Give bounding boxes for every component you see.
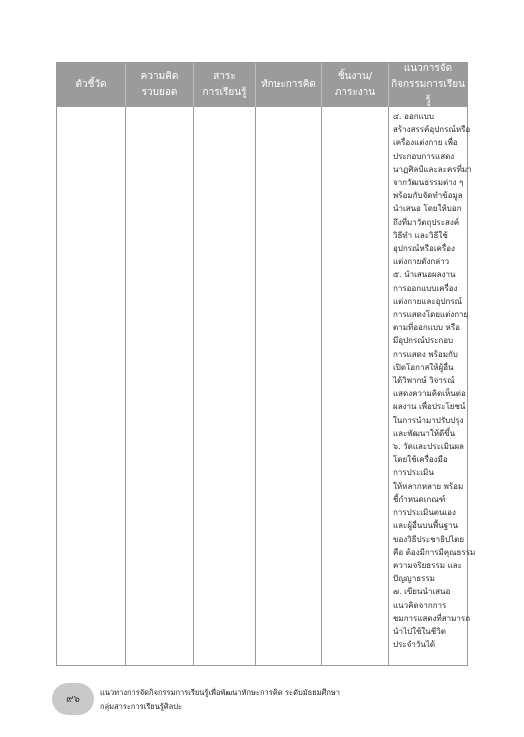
header-indicator: ตัวชี้วัด xyxy=(57,63,126,107)
header-workpiece: ชิ้นงาน/ ภาระงาน xyxy=(322,63,389,107)
page-number-badge: ๙๖ xyxy=(52,683,94,715)
activity-line: มีอุปกรณ์ประกอบ xyxy=(393,336,454,346)
activity-line: ตามที่ออกแบบ หรือ xyxy=(393,323,460,333)
activity-line: เครื่องแต่งกาย เพื่อ xyxy=(393,138,458,148)
activity-line: การประเมิน xyxy=(393,468,434,478)
footer-title: แนวทางการจัดกิจกรรมการเรียนรู้เพื่อพัฒนาทักษะการคิด ระดับมัธยมศึกษา xyxy=(100,688,341,697)
activity-line: แนวคิดจากการ xyxy=(393,600,447,610)
activity-line: การแสดง พร้อมกับ xyxy=(393,349,458,359)
header-content: สาระ การเรียนรู้ xyxy=(194,63,256,107)
activity-line: ผลงาน เพื่อประโยชน์ xyxy=(393,402,466,412)
activity-line: ปัญญาธรรม xyxy=(393,574,435,584)
cell-content xyxy=(194,107,256,665)
activity-line: คือ ต้องมีการมีคุณธรรม xyxy=(393,547,476,557)
activity-line: โดยใช้เครื่องมือ xyxy=(393,455,448,465)
activity-line: นำไปใช้ในชีวิต xyxy=(393,626,446,636)
activity-line: ความจริยธรรม และ xyxy=(393,560,462,570)
activity-line: และพัฒนาให้ดีขึ้น xyxy=(393,428,456,438)
activity-line: นาฏศิลป์และละครที่มา xyxy=(393,164,472,174)
activity-line: ในการนำมาปรับปรุง xyxy=(393,415,464,425)
table-body-row xyxy=(57,107,476,665)
activity-line: ๖. วัดและประเมินผล xyxy=(393,442,464,452)
header-thinking-skills: ทักษะการคิด xyxy=(256,63,322,107)
footer-text xyxy=(100,686,340,714)
activity-line: อุปกรณ์หรือเครื่อง xyxy=(393,244,455,254)
activity-line: การประเมินตนเอง xyxy=(393,508,456,518)
footer-subtitle: กลุ่มสาระการเรียนรู้ศิลปะ xyxy=(100,702,182,711)
activity-line: ชี้กำหนดเกณฑ์ xyxy=(393,494,446,504)
curriculum-table xyxy=(56,62,476,666)
cell-activities xyxy=(389,107,476,665)
activity-line: ของวิธีประชาธิปไตย xyxy=(393,534,465,544)
activity-line: แต่งกายดังกล่าว xyxy=(393,257,450,267)
activity-line: ๗. เขียนนำเสนอ xyxy=(393,587,451,597)
activity-line: วิธีทำ และวิธีใช้ xyxy=(393,230,448,240)
activity-line: การออกแบบเครื่อง xyxy=(393,283,458,293)
activity-line: การแสดงโดยแต่งกาย xyxy=(393,310,469,320)
cell-indicator xyxy=(57,107,126,665)
activity-line: ประกอบการแสดง xyxy=(393,151,455,161)
header-activities: แนวการจัด กิจกรรมการเรียนรู้ xyxy=(391,63,465,106)
cell-workpiece xyxy=(322,107,389,665)
activity-line: นำเสนอ โดยให้บอก xyxy=(393,204,462,214)
cell-thinking-skills xyxy=(256,107,322,665)
activity-line: และผู้อื่นบนพื้นฐาน xyxy=(393,521,458,531)
activity-line: ให้หลากหลาย พร้อม xyxy=(393,481,464,491)
activity-line: สร้างสรรค์อุปกรณ์หรือ xyxy=(393,125,471,135)
activity-line: จากวัฒนธรรมต่าง ๆ xyxy=(393,178,464,188)
activity-line: ๔. ออกแบบ xyxy=(393,112,434,121)
activity-line: ชมการแสดงที่สามารถ xyxy=(393,613,471,623)
activity-line: ประจำวันได้ xyxy=(393,640,436,650)
activity-line: ได้วิพากษ์ วิจารณ์ xyxy=(393,376,455,386)
header-concept: ความคิด รวบยอด xyxy=(126,63,194,107)
activity-line: แต่งกายและอุปกรณ์ xyxy=(393,296,463,306)
activity-line: แสดงความคิดเห็นต่อ xyxy=(393,389,466,399)
table-header-row xyxy=(57,63,467,107)
activity-line: พร้อมกับจัดทำข้อมูล xyxy=(393,191,463,201)
cell-concept xyxy=(126,107,194,665)
activity-line: เปิดโอกาสให้ผู้อื่น xyxy=(393,362,454,372)
activity-line: ถึงที่มาวัตถุประสงค์ xyxy=(393,217,460,227)
activity-line: ๕. นำเสนอผลงาน xyxy=(393,270,456,280)
